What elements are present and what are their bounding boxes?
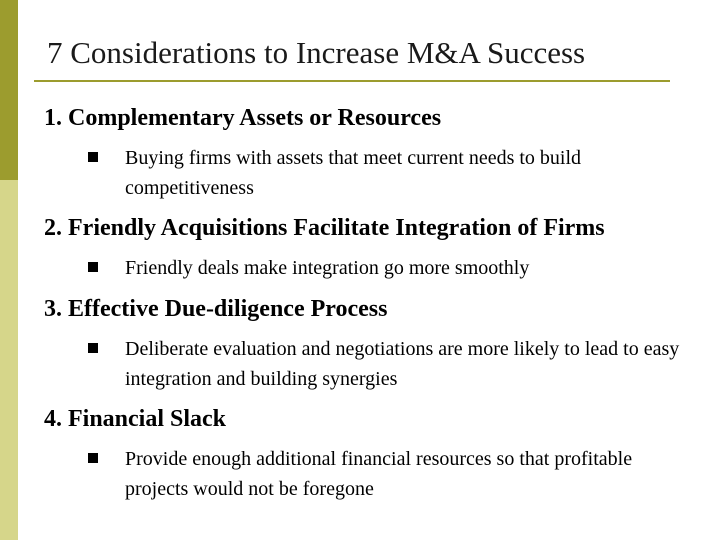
accent-bar-top — [0, 0, 18, 180]
section-heading-1: 1. Complementary Assets or Resources — [44, 105, 442, 131]
square-bullet-icon — [88, 262, 98, 272]
square-bullet-icon — [88, 453, 98, 463]
slide-title: 7 Considerations to Increase M&A Success — [47, 35, 586, 70]
square-bullet-icon — [88, 343, 98, 353]
bullet-item-4 — [88, 444, 688, 504]
bullet-text-1: Buying firms with assets that meet current needs to build competitiveness — [125, 147, 582, 199]
accent-bar-bottom — [0, 180, 18, 540]
bullet-item-2 — [88, 253, 688, 283]
bullet-item-1 — [88, 143, 688, 203]
section-heading-3: 3. Effective Due-diligence Process — [44, 296, 388, 322]
section-heading-2: 2. Friendly Acquisitions Facilitate Integration of Firms — [44, 215, 605, 241]
bullet-item-3 — [88, 334, 688, 394]
title-divider — [34, 80, 670, 82]
bullet-text-4: Provide enough additional financial resources so that profitable projects would not be foregone — [125, 448, 633, 500]
bullet-text-2: Friendly deals make integration go more smoothly — [125, 257, 530, 279]
section-heading-4: 4. Financial Slack — [44, 406, 227, 432]
bullet-text-3: Deliberate evaluation and negotiations are more likely to lead to easy integration and building synergies — [125, 338, 680, 390]
square-bullet-icon — [88, 152, 98, 162]
